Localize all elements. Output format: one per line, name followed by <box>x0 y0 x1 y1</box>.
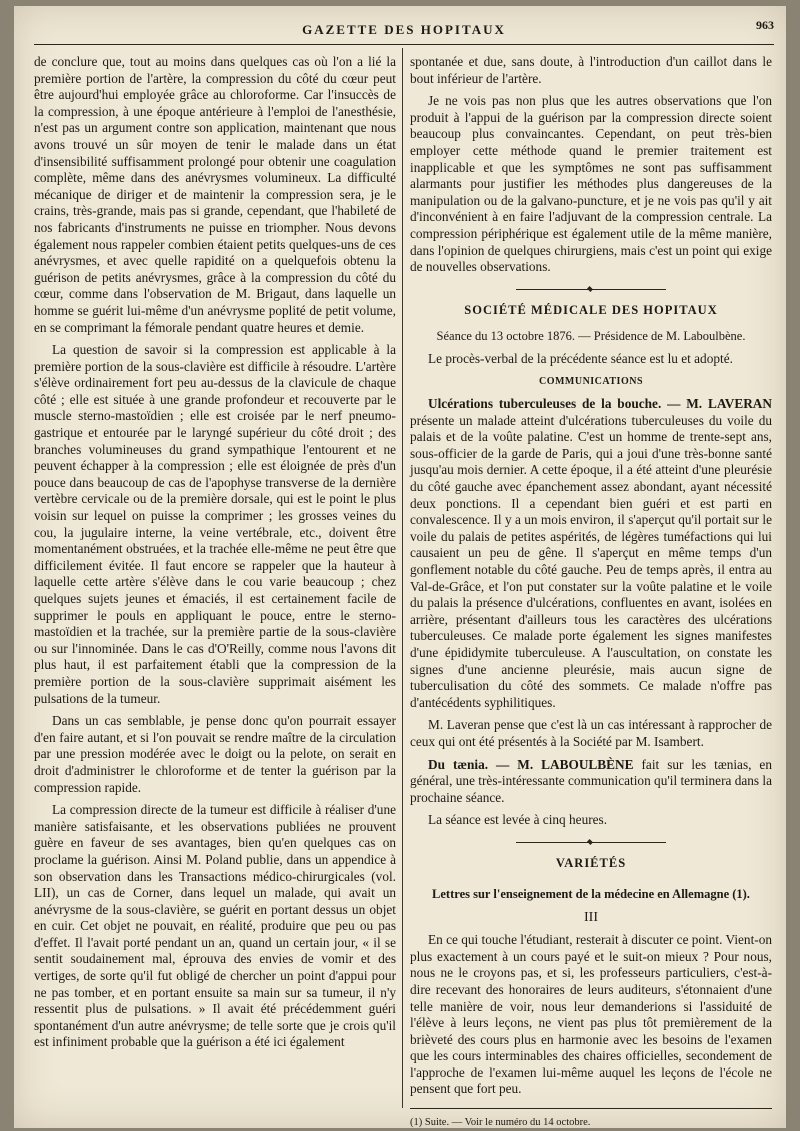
right-column <box>410 54 772 1128</box>
paragraph: La compression directe de la tumeur est difficile à réaliser d'une manière satisfaisante, et les observations publiées ne prouvent guère en faveur de ses avantages, bien qu'en quelques cas on proclame la guérison. Ainsi M. Poland publie, dans un appendice à son observation dans les Transactions médico-chirurgicales (vol. LII), un cas de Corner, dans lequel un malade, qui avait un anévrysme de la sous-clavière, se guérit en portant dessus un objet en cuir. Cet objet ne pouvait, en réalité, produire que peu ou pas d'effet. Il l'avait porté pendant un an, quand un certain jour, « il se sentit soudainement mal, éprouva des envies de vomir et des vertiges, de sorte qu'il fut obligé de chercher un point d'appui pour ne pas tomber, et en portant ensuite sa main sur sa tumeur, il n'y ressentit plus de pulsations. » Il avait été précédemment guéri spontanément d'un autre anévrysme; de telle sorte que je crois qu'il est infiniment probable que la guérison a été ici également <box>34 802 396 1050</box>
section-separator <box>516 286 666 292</box>
lettres-title: Lettres sur l'enseignement de la médecine en Allemagne (1). <box>432 886 750 901</box>
communications-label: COMMUNICATIONS <box>538 375 644 387</box>
paragraph: Je ne vois pas non plus que les autres observations que l'on produit à l'appui de la guérison par la compression directe soient beaucoup plus convaincantes. Cependant, on peut très-bien employer cette méthode quand le premier traitement est inapplicable et que les symptômes ne sont pas suffisamment alarmants pour justifier les méthodes plus dangereuses de la manipulation ou de la galvano-puncture, et je ne vois pas qu'il y ait d'inconvénient à en faire l'adjuvant de la compression centrale. La compression périphérique est également utile de la même manière, dans l'opinion de quelques chirurgiens, mais c'est un point qui exige de nouvelles observations. <box>410 93 772 275</box>
varietes-paragraph: En ce qui touche l'étudiant, resterait à discuter ce point. Vient-on plus exactement à un cours payé et le suit-on mieux ? Pour nous, nous ne le croyons pas, et si, les professeurs particuliers, c'est-à-dire recevant des honoraires de leurs auditeurs, s'étonnaient d'une telle manière de voir, nous leur demanderions si l'assiduité de l'élève à leurs leçons, ne vient pas plus tôt premièrement de la brièveté des cours plus en harmonie avec les besoins de l'examen que les cours interminables des chaires officielles, secondement de l'approche de l'examen lui-même auquel les leçons de l'école ne pensent que fort peu. <box>410 932 772 1097</box>
left-column <box>34 54 396 1057</box>
proces-verbal: Le procès-verbal de la précédente séance est lu et adopté. <box>428 350 733 366</box>
laveran-note: M. Laveran pense que c'est là un cas intéressant à rapprocher de ceux qui ont été présentés à la Société par M. Isambert. <box>410 717 772 749</box>
closing-line: La séance est levée à cinq heures. <box>428 812 608 828</box>
taenia-lead: Du tænia. — M. LABOULBÈNE <box>428 756 634 772</box>
paragraph: de conclure que, tout au moins dans quelques cas où l'on a lié la première portion de l'artère, la compression du côté du cœur peut être aujourd'hui employée grâce au chloroforme. Car l'insuccès de la compression, à une époque antérieure à l'emploi de l'anesthésie, n'est pas un argument contre son application, maintenant que nous avons trouvé un sûr moyen de tenir le malade dans un état d'insensibilité suffisamment prolongé pour obtenir une coagulation complète, même dans des anévrysmes volumineux. La difficulté mécanique de diriger et de maintenir la compression sera, je le crains, très-grande, mais pas si grande, cependant, que l'habileté de nos fabricants d'instruments ne puisse en triompher. Nous devons également nous rappeler combien étaient petits quelques-uns de ces anévrysmes, et avec quelle rapidité on a quelquefois obtenu la guérison de petits anévrysmes, grâce à la compression du côté du cœur, comme dans l'observation de M. Brigaut, dans laquelle un homme se guérit lui-même d'un anévrysme poplité de petit volume, en se comprimant la fémorale pendant quatre heures et demie. <box>34 54 396 335</box>
seance-line: Séance du 13 octobre 1876. — Présidence de M. Laboulbène. <box>436 329 746 344</box>
page-number: 963 <box>756 18 774 32</box>
page-header <box>34 16 774 45</box>
newspaper-page <box>14 6 786 1128</box>
paragraph: Dans un cas semblable, je pense donc qu'on pourrait essayer d'en faire autant, et si l'on pouvait se rendre maître de la circulation par une pression modérée avec le doigt ou la pelote, on serait en droit d'administrer le chloroforme et de tenter la guérison par la compression rapide. <box>34 713 396 795</box>
ulcerations-lead: Ulcérations tuberculeuses de la bouche. — M. LAVERAN <box>428 396 772 412</box>
section-separator <box>516 839 666 845</box>
column-divider <box>402 48 403 1108</box>
footnote: (1) Suite. — Voir le numéro du 14 octobre. <box>410 1117 591 1128</box>
paragraph: spontanée et due, sans doute, à l'introduction d'un caillot dans le bout inférieur de l'artère. <box>410 54 772 86</box>
societe-heading: SOCIÉTÉ MÉDICALE DES HOPITAUX <box>464 302 718 317</box>
taenia-paragraph <box>410 757 772 807</box>
ulcerations-text: présente un malade atteint d'ulcérations tuberculeuses du voile du palais et de la voûte palatine. C'est un homme de trente-sept ans, sous-officier de la garde de Paris, qui a joui d'une très-bonne santé jusqu'au mois dernier. A cette époque, il a été atteint d'une pleurésie du côté gauche avec épanchement assez abondant, ayant nécessité deux ponctions. Il a cependant bien guéri et est parti en convalescence. Il y a un mois environ, il s'aperçut qu'il portait sur le voile du palais de petites aspérités, de légères tuméfactions qui lui causaient un peu de gêne. Il s'aperçut en même temps d'un gonflement notable du côté gauche. Peu de temps après, il entra au Val-de-Grâce, et l'on put constater sur la voûte palatine et le voile du palais la présence d'ulcérations, confluentes en avant, isolées en arrière, présentant d'ailleurs tous les caractères des ulcérations tuberculeuses. Ce malade porte également les signes manifestes d'une épididymite tuberculeuse. A l'auscultation, on constate les signes d'une ancienne pleurésie, mais aucun signe de tuberculisation du côté des sommets. Ce malade n'offre pas d'antécédents syphilitiques. <box>410 412 772 710</box>
ulcerations-paragraph <box>410 396 772 711</box>
roman-numeral: III <box>584 909 598 925</box>
taenia-text: fait sur les tænias, en général, une très-intéressante communication qu'il terminera dans la prochaine séance. <box>410 756 773 805</box>
paragraph: La question de savoir si la compression est applicable à la première portion de la sous-clavière est difficile à résoudre. L'artère s'élève ordinairement fort peu au-dessus de la clavicule de chaque côté ; elle est située à une grande profondeur et recouverte par le muscle sterno-mastoïdien ; elle est croisée par le nerf pneumo-gastrique et entourée par le laryngé supérieur du côté droit ; des branches volumineuses du grand sympathique l'entourent et ne peuvent échapper à la compression ; elle est éloignée de près d'un pouce dans beaucoup de cas de l'apophyse transverse de la dernière vertèbre cervicale ou de la première dorsale, qui est le point le plus voisin sur lequel on puisse la comprimer ; les grosses veines du cou, la jugulaire interne, la veine vertébrale, etc., doivent être momentanément obstruées, et la trachée elle-même ne peut être que difficilement évitée. Il faut encore se rappeler que la hauteur à laquelle cette artère s'élève dans le cou varie beaucoup ; chez quelques sujets jeunes et émaciés, il est certainement facile de supprimer le pouls en appliquant le pouce, entre le sterno-mastoïdien et la trachée, sur la première partie de la sous-clavière ou sur l'innominée. Dans le cas d'O'Reilly, comme nous l'avons dit plus haut, il est parfaitement établi que la compression de la première portion de la sous-clavière supprimait aisément les pulsations de la tumeur. <box>34 342 396 706</box>
varietes-heading: VARIÉTÉS <box>555 855 627 870</box>
journal-title: GAZETTE DES HOPITAUX <box>302 22 506 37</box>
footnote-rule <box>410 1108 772 1109</box>
